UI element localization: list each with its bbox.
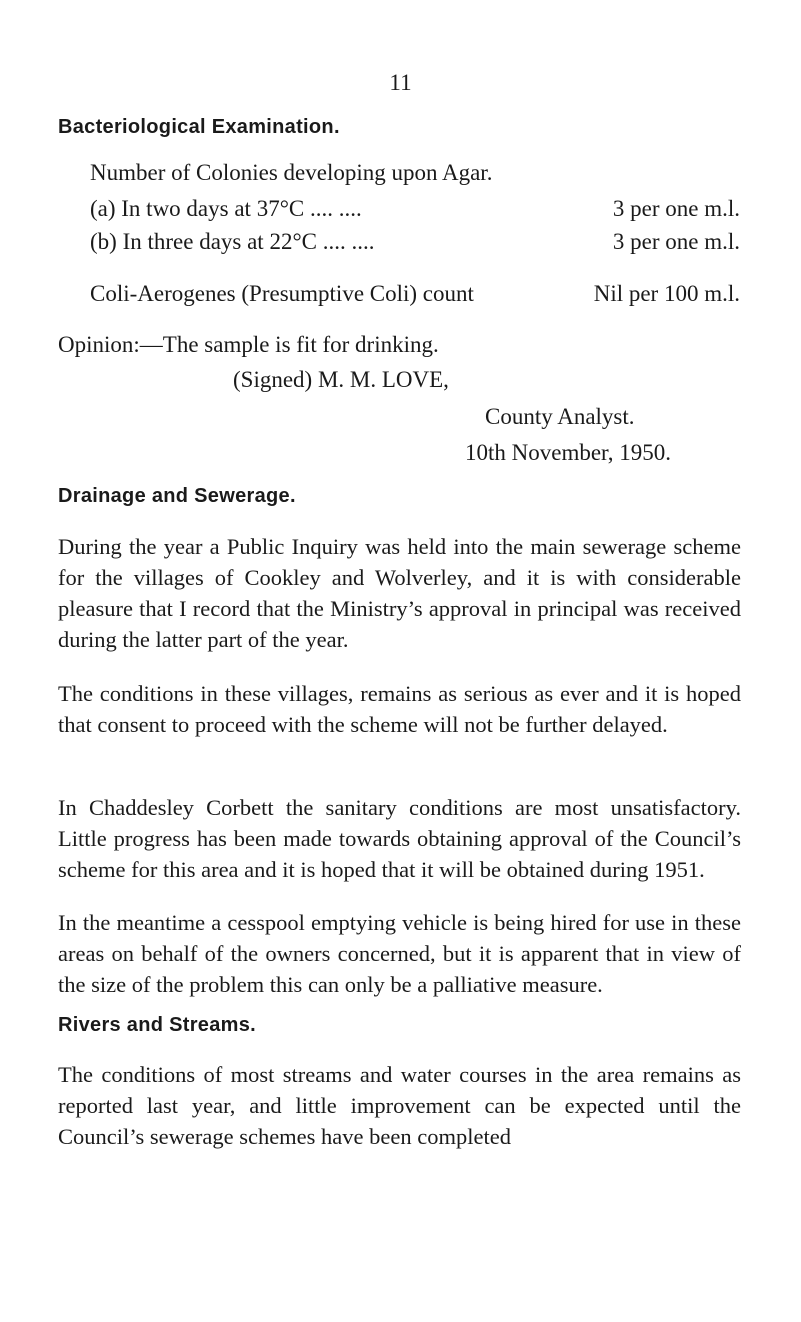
rivers-heading: Rivers and Streams. xyxy=(58,1014,257,1036)
signature-line: (Signed) M. M. LOVE, xyxy=(233,367,449,392)
coli-count-label: Coli-Aerogenes (Presumptive Coli) count xyxy=(90,281,474,306)
analyst-title: County Analyst. xyxy=(485,404,635,429)
drainage-paragraph-3: In Chaddesley Corbett the sanitary conditions are most unsatisfactory. Little progress has been made towards obtaining approval of the Council’s scheme for this area and it is hoped that it will be obtained during 1951. xyxy=(58,795,741,882)
rivers-paragraph-1: The conditions of most streams and water courses in the area remains as reported last year, and little improvement can be expected until the Council’s sewerage schemes have been completed xyxy=(58,1062,741,1149)
colonies-row-b-value: 3 per one m.l. xyxy=(612,229,740,254)
drainage-paragraph-2: The conditions in these villages, remains as serious as ever and it is hoped that consent to proceed with the scheme will not be further delayed. xyxy=(58,681,741,737)
opinion-line: Opinion:—The sample is fit for drinking. xyxy=(58,332,439,357)
drainage-paragraph-1: During the year a Public Inquiry was held into the main sewerage scheme for the villages of Cookley and Wolverley, and it is with considerable pleasure that I record that the Ministry’s approval in principal was received during the latter part of the year. xyxy=(58,534,741,652)
colonies-intro: Number of Colonies developing upon Agar. xyxy=(90,160,493,185)
drainage-heading: Drainage and Sewerage. xyxy=(58,485,296,507)
coli-count-value: Nil per 100 m.l. xyxy=(593,281,740,306)
report-date: 10th November, 1950. xyxy=(465,440,672,465)
colonies-row-b-label: (b) In three days at 22°C .... .... xyxy=(90,229,375,254)
colonies-row-a-value: 3 per one m.l. xyxy=(612,196,740,221)
colonies-row-a-label: (a) In two days at 37°C .... .... xyxy=(90,196,362,221)
bacteriological-heading: Bacteriological Examination. xyxy=(58,116,340,138)
drainage-paragraph-4: In the meantime a cesspool emptying vehicle is being hired for use in these areas on behalf of the owners concerned, but it is apparent that in view of the size of the problem this can only be a palliative measure. xyxy=(58,910,741,997)
page-number: 11 xyxy=(389,70,412,95)
